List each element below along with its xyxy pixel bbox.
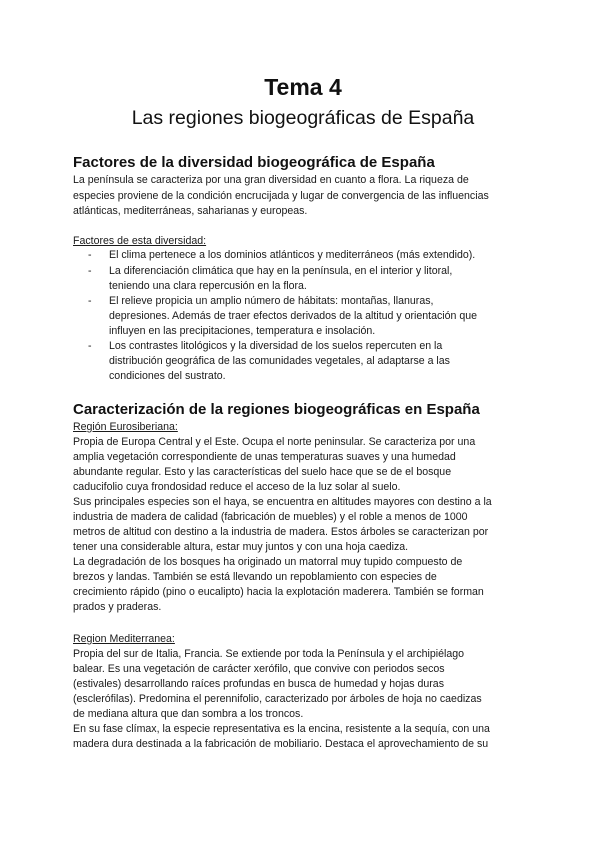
paragraph-line: amplia vegetación correspondiente de unas temperaturas suaves y una humedad [73, 451, 456, 463]
paragraph-line: balear. Es una vegetación de carácter xerófilo, que convive con periodos secos [73, 663, 445, 675]
paragraph-line: madera dura destinada a la fabricación de mobiliario. Destaca el aprovechamiento de su [73, 738, 489, 750]
bullet-line: teniendo una clara repercusión en la flora. [109, 280, 307, 292]
paragraph-line: Propia del sur de Italia, Francia. Se extiende por toda la Península y el archipiélago [73, 648, 465, 660]
section-heading-factores: Factores de la diversidad biogeográfica de España [73, 154, 435, 171]
paragraph-line: metros de altitud con destino a la industria de madera. Estos árboles se caracterizan por [73, 526, 489, 538]
paragraph-line: caducifolio cuya frondosidad reduce el acceso de la luz solar al suelo. [73, 481, 401, 493]
paragraph-line: especies proviene de la condición encrucijada y lugar de convergencia de las influencias [73, 190, 489, 202]
paragraph-line: industria de madera de calidad (fabricación de muebles) y el roble a menos de 1000 [73, 511, 468, 523]
bullet-line: distribución geográfica de las comunidades vegetales, al adaptarse a las [109, 355, 450, 367]
paragraph-line: tener una considerable altura, estar muy juntos y con una hoja caediza. [73, 541, 409, 553]
region-label-eurosiberiana: Región Eurosiberiana: [73, 421, 178, 433]
paragraph-line: brezos y landas. También se está llevando un repoblamiento con especies de [73, 571, 437, 583]
paragraph-line: (estivales) desarrollando raíces profundas en busca de humedad y hojas duras [73, 678, 444, 690]
region-label-mediterranea: Region Mediterranea: [73, 633, 175, 645]
page-title: Tema 4 [264, 74, 342, 100]
paragraph-line: En su fase clímax, la especie representativa es la encina, resistente a la sequía, con una [73, 723, 490, 735]
bullet-line: El relieve propicia un amplio número de hábitats: montañas, llanuras, [109, 295, 434, 307]
bullet-line: La diferenciación climática que hay en la península, en el interior y litoral, [109, 265, 453, 277]
factors-label: Factores de esta diversidad: [73, 235, 207, 247]
paragraph-line: Sus principales especies son el haya, se encuentra en altitudes mayores con destino a la [73, 496, 492, 508]
paragraph-line: abundante regular. Esto y las características del suelo hace que se de el bosque [73, 466, 452, 478]
bullet-line: Los contrastes litológicos y la diversidad de los suelos repercuten en la [109, 340, 443, 352]
paragraph-line: La degradación de los bosques ha originado un matorral muy tupido compuesto de [73, 556, 463, 568]
page-subtitle: Las regiones biogeográficas de España [131, 107, 475, 129]
bullet-line: depresiones. Además de traer efectos derivados de la altitud y orientación que [109, 310, 478, 322]
paragraph-line: atlánticas, mediterráneas, saharianas y europeas. [73, 205, 308, 217]
bullet-dash: - [88, 249, 92, 261]
bullet-dash: - [88, 265, 92, 277]
paragraph-line: de mediana altura que dan sombra a los troncos. [73, 708, 304, 720]
section-heading-caracterizacion: Caracterización de la regiones biogeográficas en España [73, 401, 480, 418]
paragraph-line: La península se caracteriza por una gran diversidad en cuanto a flora. La riqueza de [73, 174, 469, 186]
bullet-dash: - [88, 295, 92, 307]
bullet-line: condiciones del sustrato. [109, 370, 226, 382]
bullet-dash: - [88, 340, 92, 352]
paragraph-line: Propia de Europa Central y el Este. Ocupa el norte peninsular. Se caracteriza por una [73, 436, 476, 448]
paragraph-line: prados y praderas. [73, 601, 162, 613]
paragraph-line: crecimiento rápido (pino o eucalipto) hacia la explotación maderera. También se forman [73, 586, 484, 598]
bullet-line: influyen en las precipitaciones, temperatura e insolación. [109, 325, 376, 337]
paragraph-line: (esclerófilas). Predomina el perennifolio, caracterizado por árboles de hoja no caedizas [73, 693, 482, 705]
bullet-line: El clima pertenece a los dominios atlánticos y mediterráneos (más extendido). [109, 249, 476, 261]
